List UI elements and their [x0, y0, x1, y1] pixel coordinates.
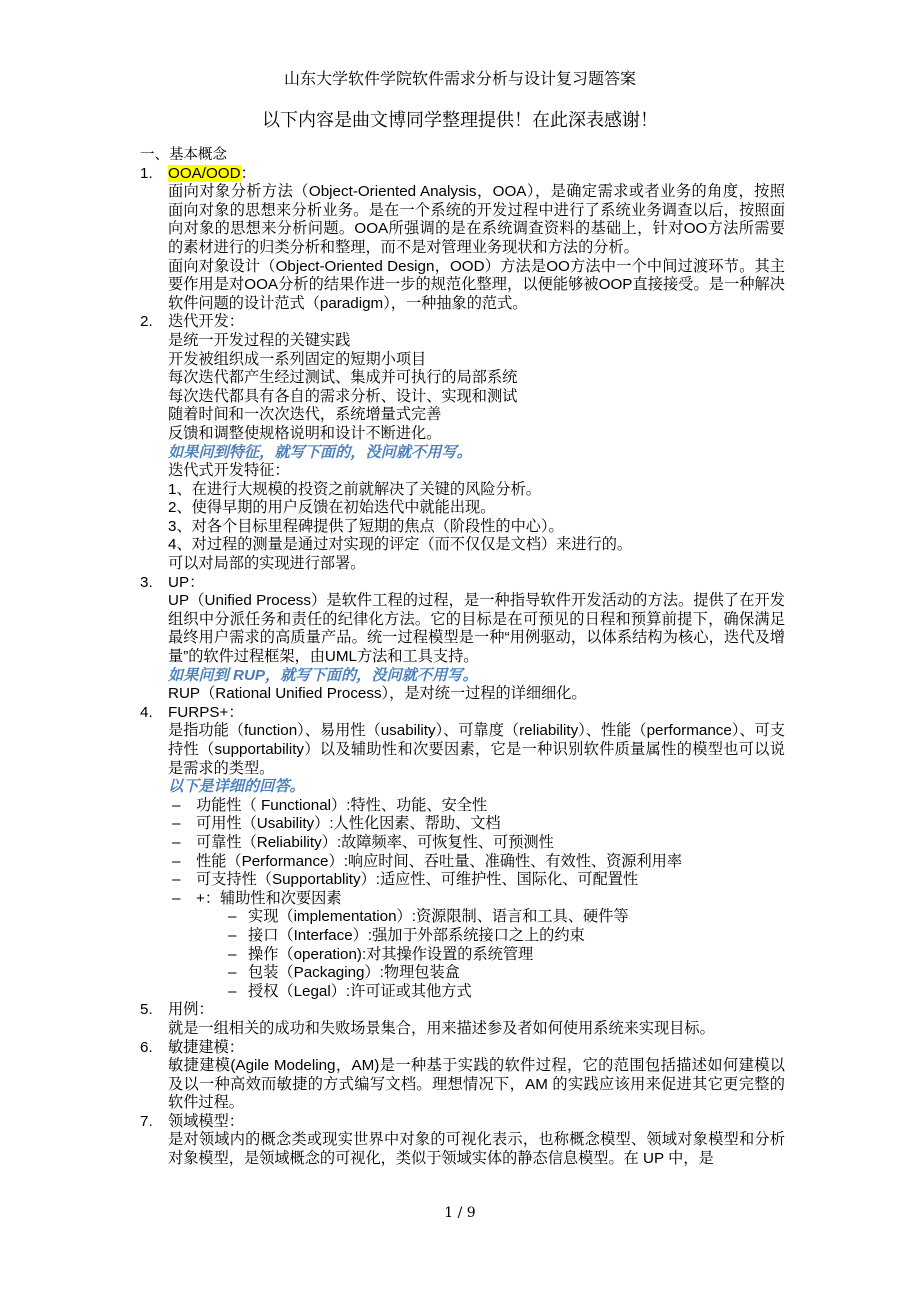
- dash-marker: –: [172, 796, 181, 814]
- note-line: 如果问到特征，就写下面的，没问就不用写。: [168, 443, 472, 461]
- text-line: 1、在进行大规模的投资之前就解决了关键的风险分析。: [168, 480, 541, 498]
- dash-marker: –: [172, 815, 181, 833]
- item-number: 3.: [140, 573, 153, 591]
- page-header: 山东大学软件学院软件需求分析与设计复习题答案: [283, 69, 636, 88]
- page-number: 1 / 9: [444, 1205, 476, 1221]
- section-title: 一、基本概念: [140, 147, 227, 163]
- text-line: 4、对过程的测量是通过对实现的评定（而不仅仅是文档）来进行的。: [168, 536, 633, 554]
- text-line: 3、对各个目标里程碑提供了短期的焦点（阶段性的中心）。: [168, 517, 564, 535]
- item-number: 2.: [140, 313, 153, 331]
- list-item-agile-modeling: [140, 1039, 785, 1113]
- bullet-text: 性能（Performance）:响应时间、吞吐量、准确性、有效性、资源利用率: [196, 852, 683, 870]
- bullet-text: 授权（Legal）:许可证或其他方式: [248, 982, 472, 1000]
- sub-bullet-item: [224, 908, 785, 927]
- item-title: 领域模型：: [168, 1112, 244, 1130]
- title-colon: ：: [240, 164, 256, 182]
- text-line: 迭代式开发特征：: [168, 462, 290, 480]
- bullet-item: [168, 797, 785, 816]
- item-number: 1.: [140, 164, 153, 182]
- list-item-ooa-ood: [140, 165, 785, 314]
- list-item-use-case: [140, 1001, 785, 1038]
- item-title: UP：: [168, 573, 205, 591]
- dash-marker: –: [228, 964, 237, 982]
- bullet-item: [168, 871, 785, 890]
- bullet-text: 实现（implementation）:资源限制、语言和工具、硬件等: [248, 908, 629, 926]
- item-number: 6.: [140, 1038, 153, 1056]
- list-item-furps: [140, 704, 785, 1002]
- item-number: 5.: [140, 1001, 153, 1019]
- note-line: 以下是详细的回答。: [168, 778, 305, 796]
- item-number: 4.: [140, 703, 153, 721]
- dash-marker: –: [172, 889, 181, 907]
- bullet-text: 操作（operation):对其操作设置的系统管理: [248, 945, 534, 963]
- text-line: 每次迭代都产生经过测试、集成并可执行的局部系统: [168, 369, 518, 387]
- sub-bullet-item: [224, 927, 785, 946]
- note-line: 如果问到 RUP，就写下面的，没问就不用写。: [168, 666, 478, 684]
- item-title: [168, 165, 785, 184]
- sub-bullet-item: [224, 983, 785, 1002]
- text-line: 是统一开发过程的关键实践: [168, 331, 351, 349]
- bullet-item: [168, 853, 785, 872]
- dash-marker: –: [228, 945, 237, 963]
- text-line: 开发被组织成一系列固定的短期小项目: [168, 350, 427, 368]
- bullet-item: [168, 890, 785, 909]
- text-line: 2、使得早期的用户反馈在初始迭代中就能出现。: [168, 499, 496, 517]
- dash-marker: –: [172, 852, 181, 870]
- item-title: 迭代开发：: [168, 313, 244, 331]
- list-item-iterative-dev: [140, 313, 785, 573]
- paragraph: 面向对象分析方法（Object-Oriented Analysis，OOA），是确定需求或者业务的角度，按照面向对象的思想来分析业务。是在一个系统的开发过程中进行了系统业务调查以后，按照面向对象的思想来分析问题。OOA所强调的是在系统调查资料的基础上，针对OO方法所需要的素材进行的归类分析和整理，而不是对管理业务现状和方法的分析。: [168, 183, 785, 256]
- sub-bullet-item: [224, 946, 785, 965]
- paragraph: 就是一组相关的成功和失败场景集合，用来描述参及者如何使用系统来实现目标。: [168, 1019, 715, 1037]
- text-line: 每次迭代都具有各自的需求分析、设计、实现和测试: [168, 387, 518, 405]
- item-title: 敏捷建模：: [168, 1038, 244, 1056]
- text-line: 可以对局部的实现进行部署。: [168, 555, 366, 573]
- dash-marker: –: [228, 982, 237, 1000]
- sub-bullet-item: [224, 964, 785, 983]
- paragraph: 敏捷建模(Agile Modeling，AM)是一种基于实践的软件过程，它的范围包括描述如何建模以及以一种高效而敏捷的方式编写文档。理想情况下，AM 的实践应该用来促进其它更完整的软件过程。: [168, 1057, 785, 1112]
- paragraph: 是指功能（function）、易用性（usability）、可靠度（reliability）、性能（performance）、可支持性（supportability）以及辅助性和次要因素，它是一种识别软件质量属性的模型也可以说是需求的类型。: [168, 722, 785, 777]
- dash-marker: –: [228, 908, 237, 926]
- paragraph: 是对领域内的概念类或现实世界中对象的可视化表示，也称概念模型、领域对象模型和分析对象模型，是领域概念的可视化，类似于领域实体的静态信息模型。在 UP 中，是: [168, 1131, 785, 1168]
- bullet-text: 包装（Packaging）:物理包装盒: [248, 964, 460, 982]
- dash-marker: –: [228, 926, 237, 944]
- bullet-text: 可支持性（Supportablity）:适应性、可维护性、国际化、可配置性: [196, 871, 639, 889]
- bullet-item: [168, 815, 785, 834]
- text-line: RUP（Rational Unified Process），是对统一过程的详细细化。: [168, 685, 587, 703]
- paragraph: 面向对象设计（Object-Oriented Design，OOD）方法是OO方法中一个中间过渡环节。其主要作用是对OOA分析的结果作进一步的规范化整理，以便能够被OOP直接接受。是一种解决软件问题的设计范式（paradigm），一种抽象的范式。: [168, 257, 785, 312]
- item-title: FURPS+：: [168, 703, 244, 721]
- bullet-text: 接口（Interface）:强加于外部系统接口之上的约束: [248, 926, 585, 944]
- text-line: 反馈和调整使规格说明和设计不断进化。: [168, 424, 442, 442]
- item-title: 用例：: [168, 1001, 214, 1019]
- highlighted-term: OOA/OOD: [168, 164, 241, 182]
- list-item-domain-model: [140, 1113, 785, 1169]
- dash-marker: –: [172, 833, 181, 851]
- bullet-text: +：辅助性和次要因素: [196, 889, 342, 907]
- bullet-text: 可用性（Usability）:人性化因素、帮助、文档: [196, 815, 501, 833]
- text-line: 随着时间和一次次迭代，系统增量式完善: [168, 406, 442, 424]
- bullet-item: [168, 834, 785, 853]
- intro-line: 以下内容是曲文博同学整理提供！在此深表感谢！: [262, 110, 658, 131]
- dash-marker: –: [172, 871, 181, 889]
- bullet-text: 功能性（ Functional）:特性、功能、安全性: [196, 796, 488, 814]
- paragraph: UP（Unified Process）是软件工程的过程，是一种指导软件开发活动的方法。提供了在开发组织中分派任务和责任的纪律化方法。它的目标是在可预见的日程和预算前提下，确保满足最终用户需求的高质量产品。统一过程模型是一种“用例驱动，以体系结构为核心，迭代及增量”的软件过程框架，由UML方法和工具支持。: [168, 592, 785, 666]
- document-body: [140, 146, 785, 1169]
- bullet-text: 可靠性（Reliability）:故障频率、可恢复性、可预测性: [196, 833, 554, 851]
- list-item-up: [140, 574, 785, 704]
- item-number: 7.: [140, 1112, 153, 1130]
